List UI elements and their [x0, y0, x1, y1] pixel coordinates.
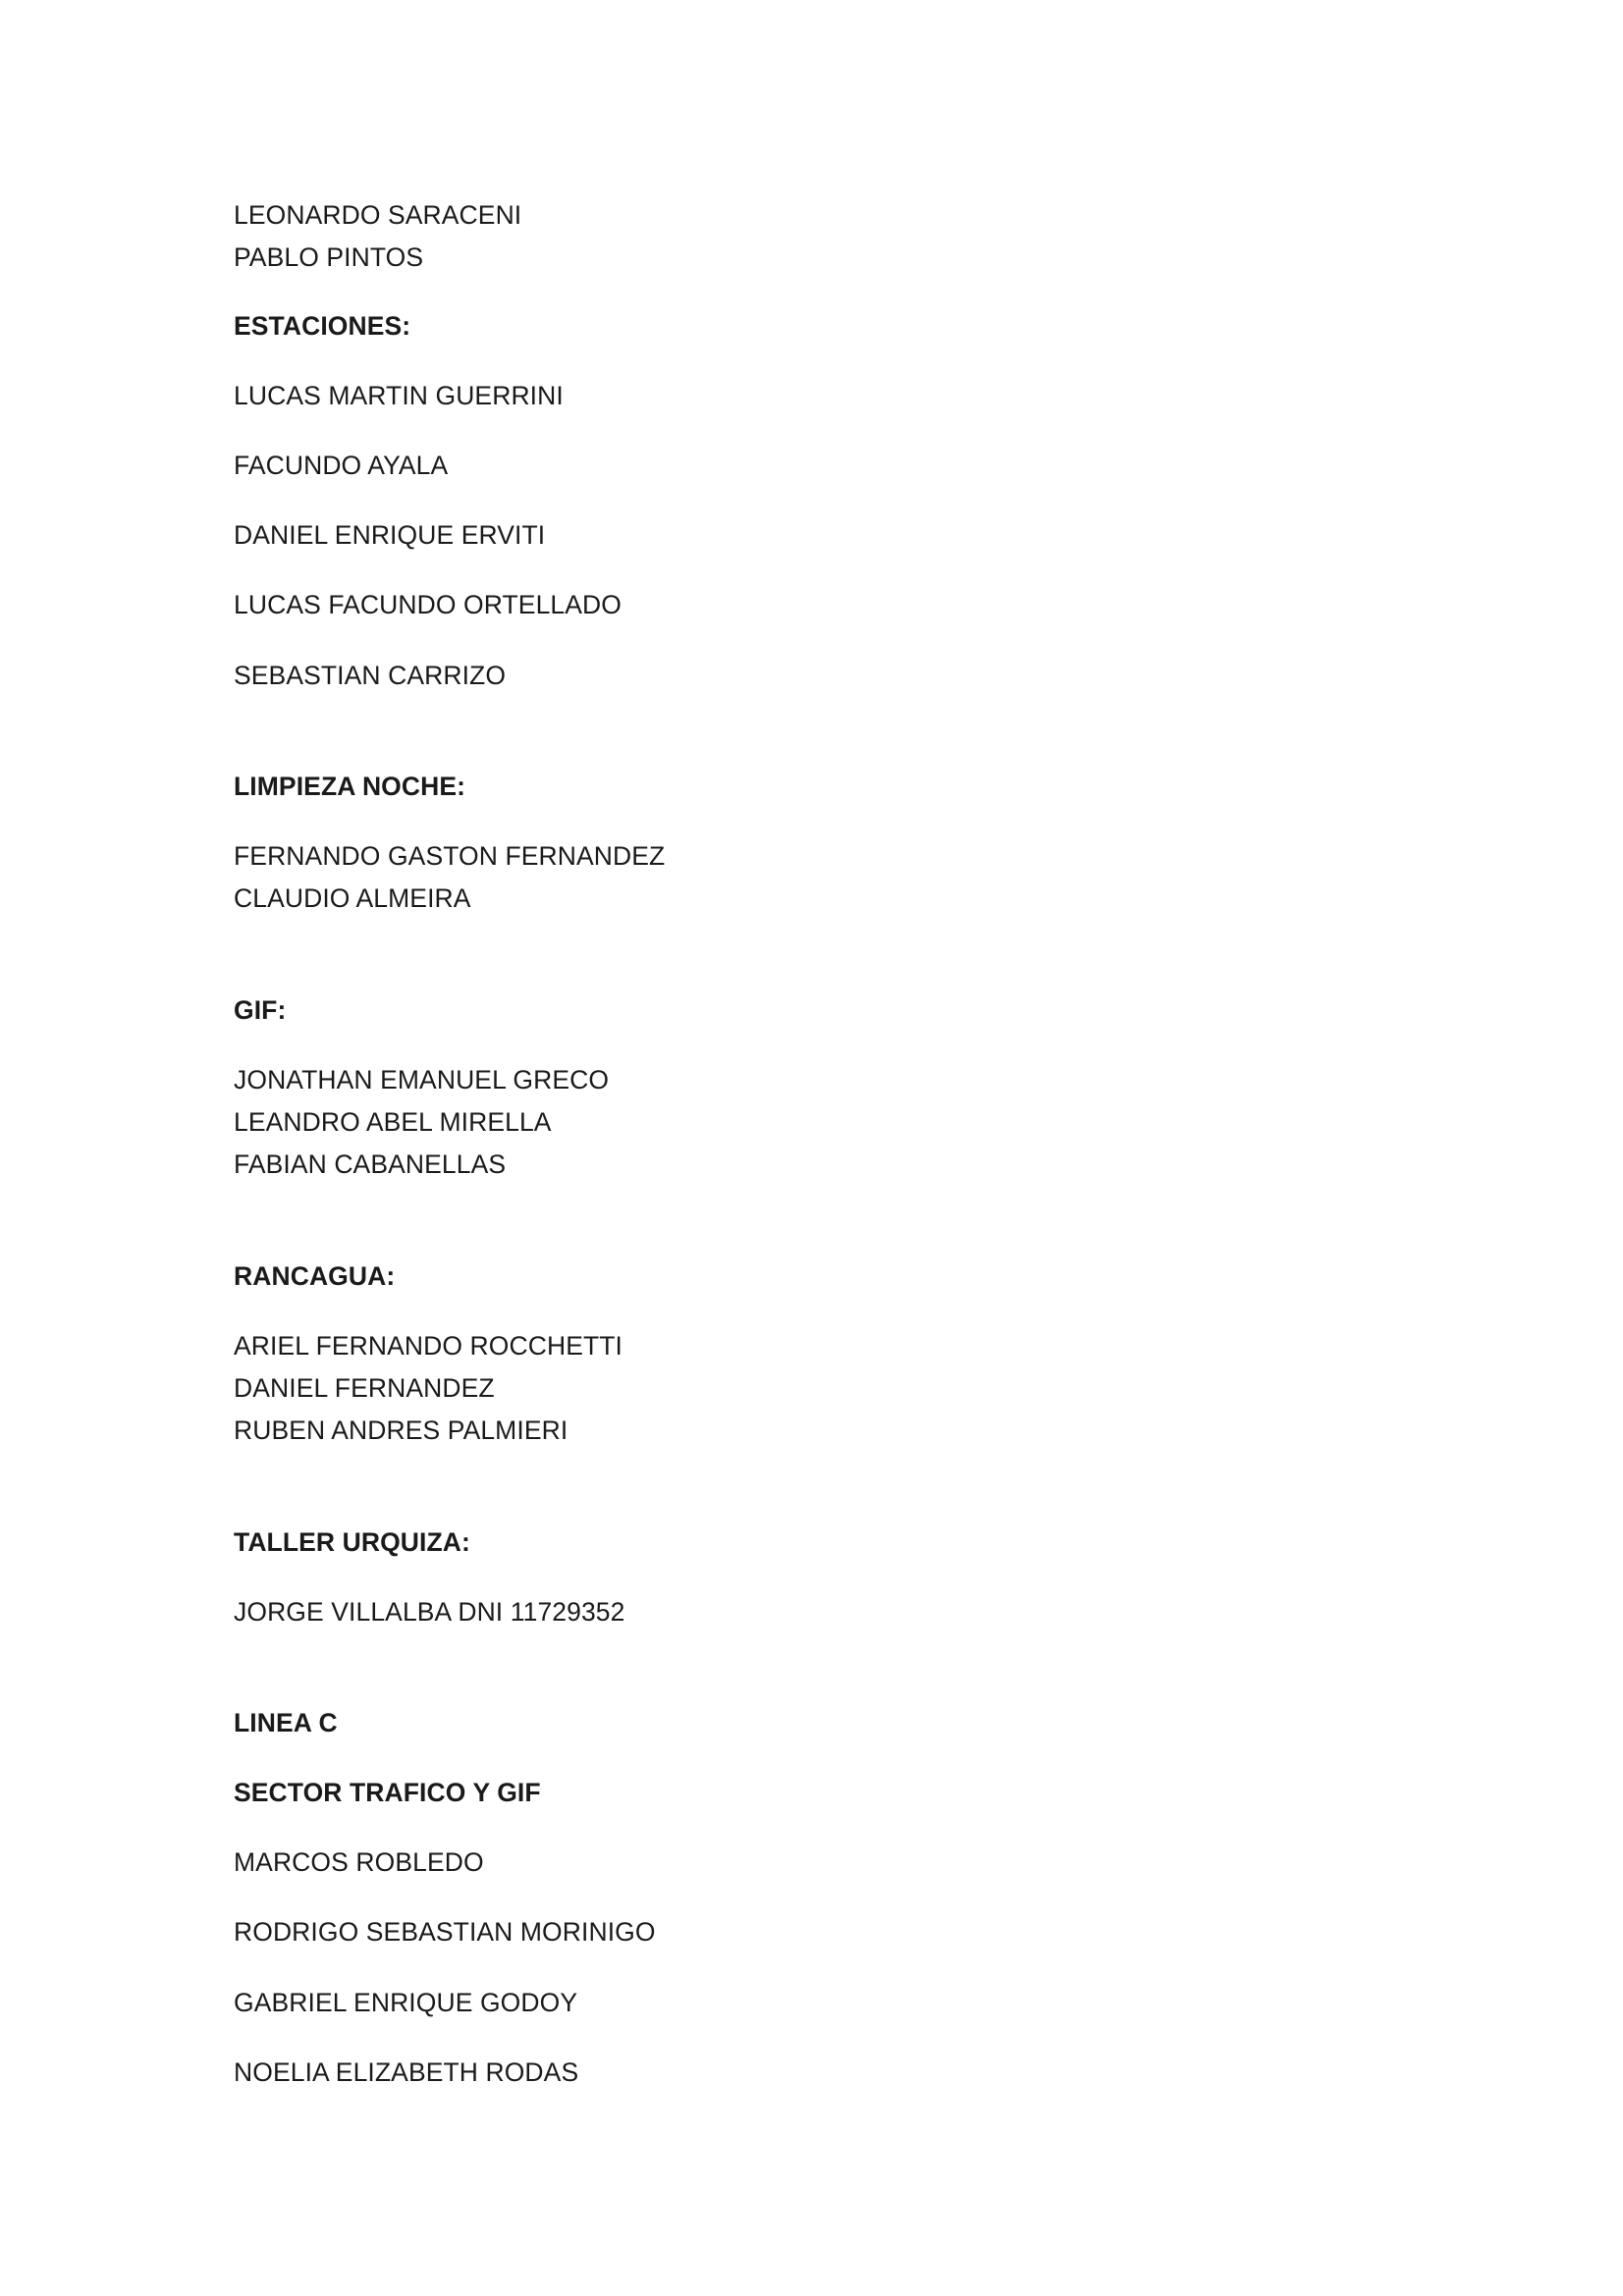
name-line: RODRIGO SEBASTIAN MORINIGO	[234, 1917, 656, 1947]
name-line: ARIEL FERNANDO ROCCHETTI	[234, 1331, 623, 1361]
name-line: JORGE VILLALBA DNI 11729352	[234, 1597, 625, 1627]
section-heading: TALLER URQUIZA:	[234, 1527, 470, 1557]
name-line: LEANDRO ABEL MIRELLA	[234, 1107, 552, 1137]
section-subheading: SECTOR TRAFICO Y GIF	[234, 1778, 541, 1807]
name-line: LUCAS FACUNDO ORTELLADO	[234, 590, 622, 619]
section-heading: ESTACIONES:	[234, 311, 411, 341]
name-line: FABIAN CABANELLAS	[234, 1149, 507, 1179]
section-heading: RANCAGUA:	[234, 1261, 396, 1291]
name-line: FERNANDO GASTON FERNANDEZ	[234, 841, 666, 871]
name-line: SEBASTIAN CARRIZO	[234, 661, 507, 690]
section-heading: GIF:	[234, 995, 287, 1025]
name-line: NOELIA ELIZABETH RODAS	[234, 2057, 579, 2087]
name-line: LUCAS MARTIN GUERRINI	[234, 381, 564, 410]
section-heading: LINEA C	[234, 1708, 338, 1737]
name-line: DANIEL ENRIQUE ERVITI	[234, 520, 546, 550]
name-line: RUBEN ANDRES PALMIERI	[234, 1415, 568, 1445]
name-line: JONATHAN EMANUEL GRECO	[234, 1065, 610, 1095]
name-line: DANIEL FERNANDEZ	[234, 1373, 495, 1403]
section-heading: LIMPIEZA NOCHE:	[234, 772, 466, 801]
name-line: MARCOS ROBLEDO	[234, 1847, 484, 1877]
name-line: FACUNDO AYALA	[234, 451, 449, 480]
name-line: CLAUDIO ALMEIRA	[234, 883, 471, 913]
name-line: PABLO PINTOS	[234, 242, 424, 272]
name-line: LEONARDO SARACENI	[234, 200, 522, 230]
name-line: GABRIEL ENRIQUE GODOY	[234, 1988, 578, 2017]
